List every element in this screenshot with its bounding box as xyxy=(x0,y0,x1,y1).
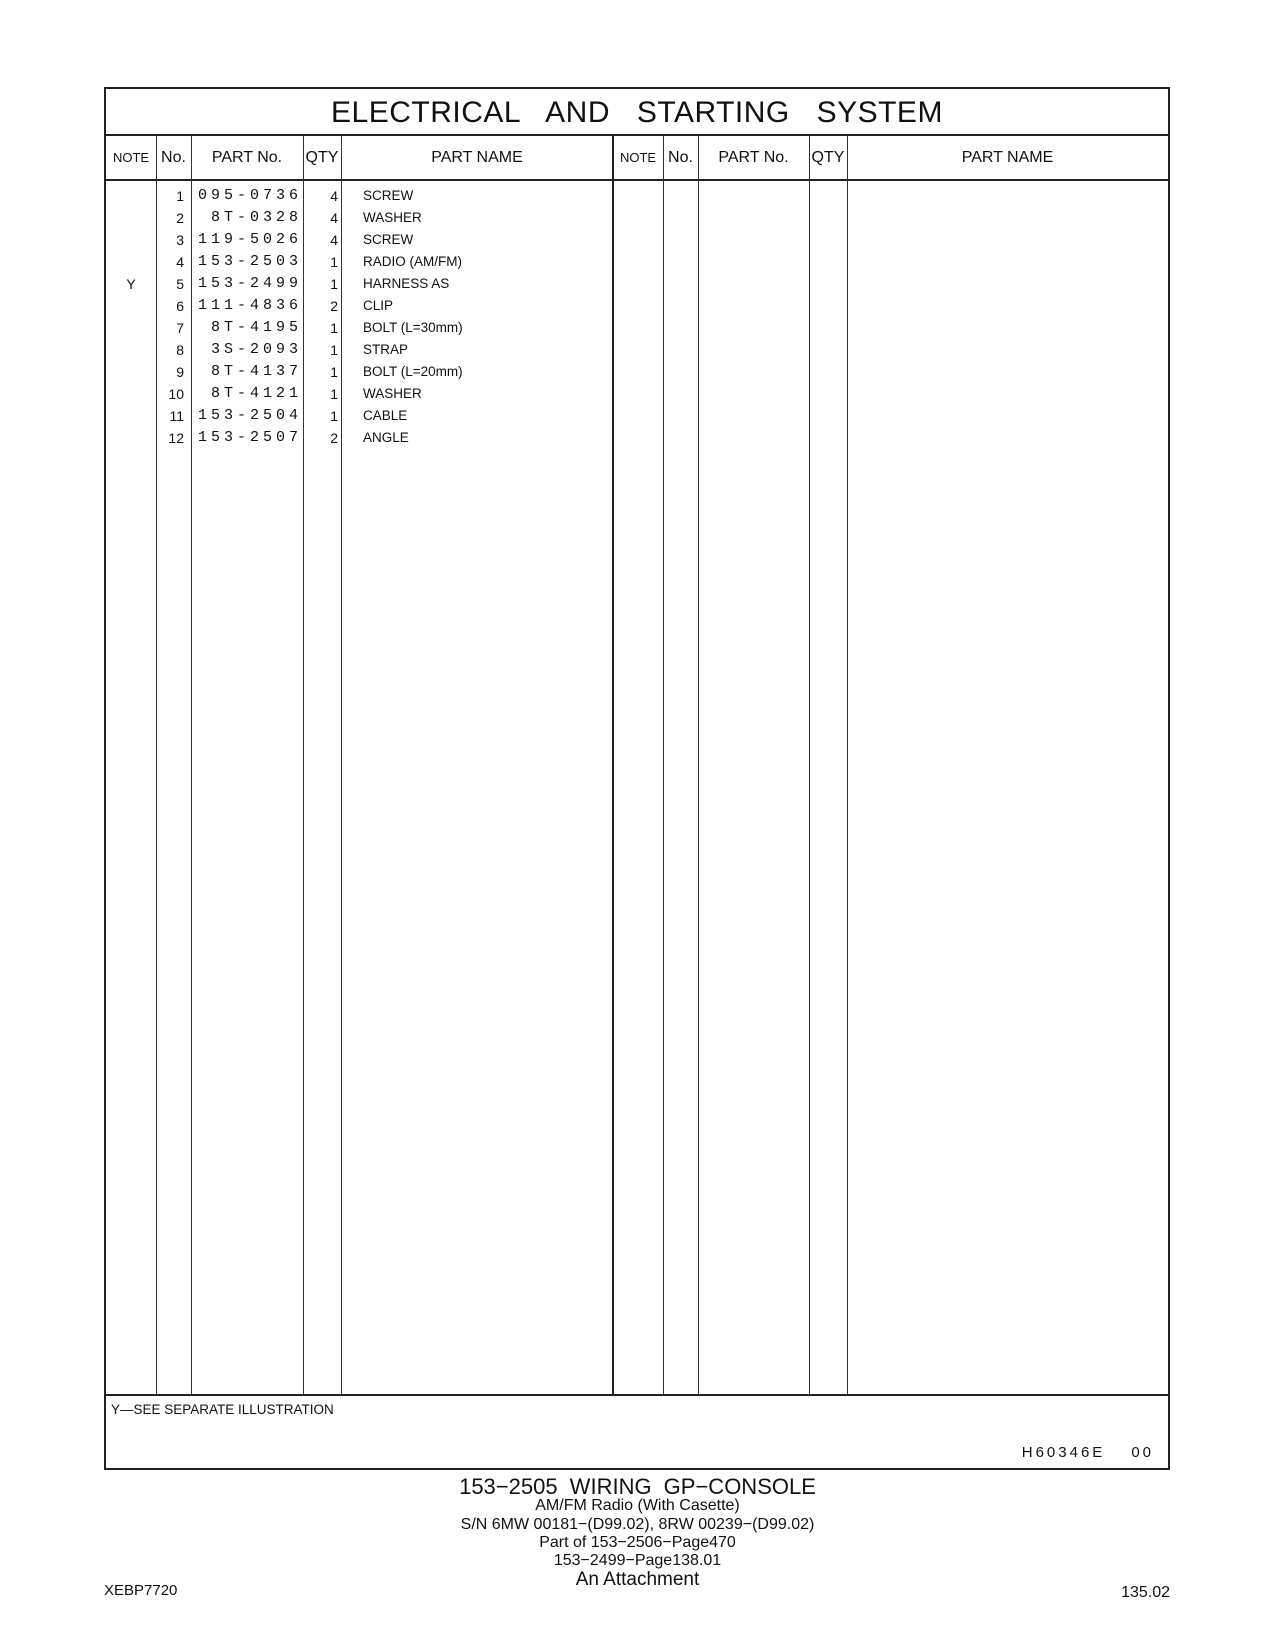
row-part-name: HARNESS AS xyxy=(363,276,450,291)
table-row xyxy=(106,427,1168,449)
row-qty: 1 xyxy=(330,276,338,292)
col-qty-right: QTY xyxy=(811,149,845,166)
row-qty: 2 xyxy=(330,298,338,314)
row-part-name: ANGLE xyxy=(363,430,409,445)
row-part-no: 153-2499 xyxy=(197,275,302,292)
row-part-no: 8T-4137 xyxy=(210,363,302,380)
illustration-code xyxy=(1022,1444,1154,1461)
row-qty: 1 xyxy=(330,408,338,424)
row-part-no: 3S-2093 xyxy=(210,341,302,358)
row-part-name: BOLT (L=30mm) xyxy=(363,320,463,335)
row-no: 7 xyxy=(176,320,184,336)
row-qty: 1 xyxy=(330,386,338,402)
caption-line: 153−2499−Page138.01 xyxy=(553,1552,722,1569)
column-header-row xyxy=(106,136,1168,181)
row-qty: 4 xyxy=(330,210,338,226)
table-row xyxy=(106,273,1168,295)
table-row xyxy=(106,405,1168,427)
row-qty: 1 xyxy=(330,254,338,270)
table-bottom-rule xyxy=(106,1394,1168,1396)
row-part-no: 153-2504 xyxy=(197,407,302,424)
row-no: 9 xyxy=(176,364,184,380)
code-rev: 00 xyxy=(1131,1444,1154,1461)
row-part-no: 153-2503 xyxy=(197,253,302,270)
row-part-name: BOLT (L=20mm) xyxy=(363,364,463,379)
table-row xyxy=(106,207,1168,229)
row-part-name: CLIP xyxy=(363,298,394,313)
table-row xyxy=(106,383,1168,405)
parts-list-frame xyxy=(104,87,1170,1470)
table-row xyxy=(106,229,1168,251)
row-part-name: SCREW xyxy=(363,232,414,247)
row-note: Y xyxy=(126,276,136,292)
row-qty: 4 xyxy=(330,188,338,204)
caption-line: AM/FM Radio (With Casette) xyxy=(535,1497,740,1514)
col-partname-right: PART NAME xyxy=(961,149,1054,166)
row-qty: 4 xyxy=(330,232,338,248)
row-no: 6 xyxy=(176,298,184,314)
row-part-no: 119-5026 xyxy=(197,231,302,248)
col-no-right: No. xyxy=(668,149,693,166)
row-no: 11 xyxy=(169,408,184,424)
row-no: 1 xyxy=(176,188,184,204)
table-row xyxy=(106,361,1168,383)
row-part-name: RADIO (AM/FM) xyxy=(363,254,462,269)
caption-line: Part of 153−2506−Page470 xyxy=(539,1534,736,1551)
row-part-name: SCREW xyxy=(363,188,414,203)
col-partno-right: PART No. xyxy=(718,149,789,166)
row-part-no: 8T-4195 xyxy=(210,319,302,336)
table-row xyxy=(106,185,1168,207)
page-title: ELECTRICAL AND STARTING SYSTEM xyxy=(106,89,1168,136)
row-qty: 1 xyxy=(330,320,338,336)
code-id: H60346E xyxy=(1021,1444,1106,1461)
caption-line: S/N 6MW 00181−(D99.02), 8RW 00239−(D99.02) xyxy=(460,1516,815,1533)
row-part-no: 095-0736 xyxy=(197,187,302,204)
table-row xyxy=(106,317,1168,339)
col-note-right: NOTE xyxy=(619,150,657,165)
row-no: 10 xyxy=(168,386,184,402)
row-no: 4 xyxy=(176,254,184,270)
row-qty: 1 xyxy=(330,364,338,380)
col-note-left: NOTE xyxy=(112,150,150,165)
table-row xyxy=(106,295,1168,317)
row-no: 12 xyxy=(168,430,184,446)
footnote: Y—SEE SEPARATE ILLUSTRATION xyxy=(111,1402,334,1417)
row-no: 5 xyxy=(176,276,184,292)
row-part-no: 8T-0328 xyxy=(210,209,302,226)
row-qty: 2 xyxy=(330,430,338,446)
row-no: 3 xyxy=(176,232,184,248)
row-part-no: 8T-4121 xyxy=(210,385,302,402)
table-row xyxy=(106,339,1168,361)
document-id: XEBP7720 xyxy=(104,1582,178,1599)
row-qty: 1 xyxy=(330,342,338,358)
row-part-no: 153-2507 xyxy=(197,429,302,446)
row-no: 2 xyxy=(176,210,184,226)
caption-line: An Attachment xyxy=(575,1569,700,1590)
caption-title: 153−2505 WIRING GP−CONSOLE xyxy=(459,1474,816,1499)
col-partno-left: PART No. xyxy=(211,149,283,166)
row-no: 8 xyxy=(176,342,184,358)
col-no-left: No. xyxy=(161,149,186,166)
row-part-name: CABLE xyxy=(363,408,408,423)
row-part-name: WASHER xyxy=(363,210,422,225)
table-row xyxy=(106,251,1168,273)
row-part-name: WASHER xyxy=(363,386,422,401)
row-part-no: 111-4836 xyxy=(197,297,302,314)
row-part-name: STRAP xyxy=(363,342,409,357)
col-qty-left: QTY xyxy=(305,149,339,166)
page-number: 135.02 xyxy=(1121,1584,1170,1601)
col-partname-left: PART NAME xyxy=(431,149,523,166)
